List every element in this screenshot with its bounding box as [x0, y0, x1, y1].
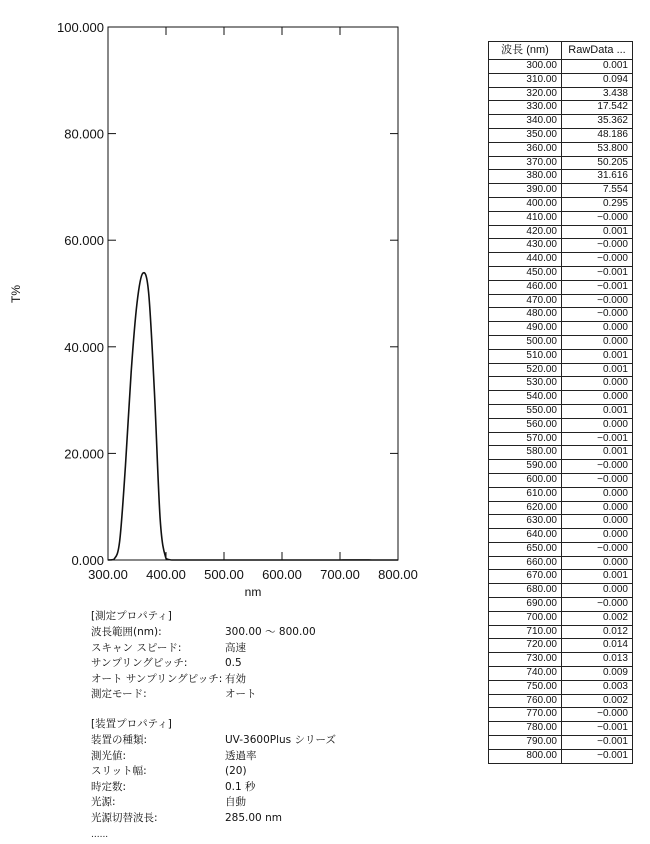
y-tick-label: 60.000 — [64, 233, 104, 249]
table-row — [489, 377, 633, 391]
property-value: 0.1 秒 — [225, 780, 256, 793]
rawdata-cell: −0.000 — [562, 708, 633, 722]
table-row — [489, 680, 633, 694]
property-value: 285.00 nm — [225, 811, 282, 824]
x-tick-label: 300.00 — [88, 567, 128, 582]
property-label: 時定数: — [91, 780, 127, 793]
table-row — [489, 598, 633, 612]
plot-frame-rect — [108, 27, 398, 560]
table-row — [489, 308, 633, 322]
table-row — [489, 225, 633, 239]
wavelength-cell: 470.00 — [489, 294, 562, 308]
rawdata-cell: −0.000 — [562, 211, 633, 225]
wavelength-cell: 300.00 — [489, 60, 562, 74]
wavelength-cell: 600.00 — [489, 473, 562, 487]
x-tick-label: 400.00 — [146, 567, 186, 582]
table-row — [489, 694, 633, 708]
table-row — [489, 239, 633, 253]
x-tick-label: 700.00 — [320, 567, 360, 582]
wavelength-cell: 570.00 — [489, 432, 562, 446]
rawdata-cell: −0.001 — [562, 432, 633, 446]
wavelength-cell: 780.00 — [489, 722, 562, 736]
wavelength-cell: 690.00 — [489, 598, 562, 612]
measurement-property-row — [91, 641, 246, 657]
property-label: スリット幅: — [91, 765, 147, 778]
table-body — [489, 60, 633, 764]
raw-data-table — [488, 41, 633, 764]
device-properties-header: [装置プロパティ] — [91, 718, 172, 730]
table-row — [489, 115, 633, 129]
table-header-row — [489, 42, 633, 60]
table-row — [489, 487, 633, 501]
rawdata-cell: −0.001 — [562, 749, 633, 763]
table-row — [489, 184, 633, 198]
x-tick-label: 600.00 — [262, 567, 302, 582]
y-tick-label: 0.000 — [71, 553, 104, 568]
rawdata-cell: −0.001 — [562, 722, 633, 736]
device-property-row — [91, 780, 256, 796]
device-property-row — [91, 795, 246, 811]
table-row — [489, 667, 633, 681]
table-row — [489, 142, 633, 156]
wavelength-cell: 500.00 — [489, 335, 562, 349]
rawdata-cell: 0.000 — [562, 377, 633, 391]
property-value: 300.00 ～ 800.00 — [225, 626, 316, 638]
header-rawdata: RawData ... — [562, 42, 633, 60]
x-tick-label: 800.00 — [378, 567, 418, 582]
wavelength-cell: 550.00 — [489, 404, 562, 418]
table-row — [489, 335, 633, 349]
table-row — [489, 625, 633, 639]
wavelength-cell: 440.00 — [489, 253, 562, 267]
wavelength-cell: 800.00 — [489, 749, 562, 763]
wavelength-cell: 590.00 — [489, 460, 562, 474]
rawdata-cell: 0.001 — [562, 446, 633, 460]
rawdata-cell: −0.000 — [562, 308, 633, 322]
property-value: オート — [225, 688, 257, 701]
table-row — [489, 253, 633, 267]
wavelength-cell: 360.00 — [489, 142, 562, 156]
table-row — [489, 653, 633, 667]
rawdata-cell: −0.000 — [562, 598, 633, 612]
property-label: 波長範囲(nm): — [91, 626, 162, 638]
table-row — [489, 294, 633, 308]
table-row — [489, 280, 633, 294]
property-value: UV-3600Plus シリーズ — [225, 734, 336, 746]
table-row — [489, 404, 633, 418]
measurement-property-row — [91, 687, 257, 703]
table-row — [489, 722, 633, 736]
table-row — [489, 87, 633, 101]
rawdata-cell: 7.554 — [562, 184, 633, 198]
property-label: 測光値: — [91, 749, 127, 762]
rawdata-cell: 0.000 — [562, 501, 633, 515]
wavelength-cell: 450.00 — [489, 266, 562, 280]
wavelength-cell: 630.00 — [489, 515, 562, 529]
wavelength-cell: 340.00 — [489, 115, 562, 129]
wavelength-cell: 740.00 — [489, 667, 562, 681]
property-label: 装置の種類: — [91, 734, 148, 746]
wavelength-cell: 720.00 — [489, 639, 562, 653]
rawdata-cell: 0.012 — [562, 625, 633, 639]
table-row — [489, 101, 633, 115]
table-row — [489, 266, 633, 280]
rawdata-cell: −0.000 — [562, 253, 633, 267]
wavelength-cell: 510.00 — [489, 349, 562, 363]
rawdata-cell: 53.800 — [562, 142, 633, 156]
rawdata-cell: 0.009 — [562, 667, 633, 681]
rawdata-cell: 0.000 — [562, 529, 633, 543]
table-row — [489, 584, 633, 598]
property-label: スキャン スピード: — [91, 641, 182, 654]
wavelength-cell: 330.00 — [489, 101, 562, 115]
wavelength-cell: 390.00 — [489, 184, 562, 198]
wavelength-cell: 430.00 — [489, 239, 562, 253]
measurement-properties — [91, 608, 316, 703]
table-row — [489, 60, 633, 74]
x-axis-label: nm — [244, 585, 262, 599]
rawdata-cell: 0.003 — [562, 680, 633, 694]
rawdata-cell: 50.205 — [562, 156, 633, 170]
wavelength-cell: 750.00 — [489, 680, 562, 694]
wavelength-cell: 730.00 — [489, 653, 562, 667]
table-row — [489, 460, 633, 474]
rawdata-cell: −0.001 — [562, 280, 633, 294]
measurement-property-row — [91, 672, 246, 688]
rawdata-cell: 17.542 — [562, 101, 633, 115]
wavelength-cell: 760.00 — [489, 694, 562, 708]
wavelength-cell: 460.00 — [489, 280, 562, 294]
property-value: (20) — [225, 765, 247, 778]
wavelength-cell: 660.00 — [489, 556, 562, 570]
table-row — [489, 363, 633, 377]
rawdata-cell: −0.001 — [562, 266, 633, 280]
wavelength-cell: 400.00 — [489, 197, 562, 211]
property-label: 測定モード: — [91, 688, 147, 701]
y-tick-label: 100.000 — [57, 20, 104, 35]
rawdata-cell: 0.001 — [562, 404, 633, 418]
rawdata-cell: 0.001 — [562, 60, 633, 74]
property-label: サンプリングピッチ: — [91, 657, 188, 670]
table-row — [489, 211, 633, 225]
wavelength-cell: 710.00 — [489, 625, 562, 639]
measurement-properties-header: [測定プロパティ] — [91, 610, 172, 622]
property-value: 有効 — [225, 672, 246, 685]
rawdata-cell: 0.013 — [562, 653, 633, 667]
rawdata-cell: 0.000 — [562, 418, 633, 432]
table-row — [489, 570, 633, 584]
wavelength-cell: 580.00 — [489, 446, 562, 460]
wavelength-cell: 790.00 — [489, 736, 562, 750]
table-row — [489, 515, 633, 529]
table-row — [489, 418, 633, 432]
rawdata-cell: 0.094 — [562, 73, 633, 87]
wavelength-cell: 320.00 — [489, 87, 562, 101]
wavelength-cell: 640.00 — [489, 529, 562, 543]
rawdata-cell: 0.000 — [562, 515, 633, 529]
measurement-property-row — [91, 656, 242, 672]
table-row — [489, 542, 633, 556]
rawdata-cell: 3.438 — [562, 87, 633, 101]
device-property-row — [91, 764, 247, 780]
table-row — [489, 156, 633, 170]
property-label: 光源: — [91, 796, 116, 809]
wavelength-cell: 670.00 — [489, 570, 562, 584]
rawdata-cell: −0.000 — [562, 239, 633, 253]
wavelength-cell: 480.00 — [489, 308, 562, 322]
property-value: 高速 — [225, 641, 246, 654]
table-row — [489, 639, 633, 653]
rawdata-cell: 0.000 — [562, 584, 633, 598]
rawdata-cell: 48.186 — [562, 128, 633, 142]
wavelength-cell: 490.00 — [489, 322, 562, 336]
wavelength-cell: 380.00 — [489, 170, 562, 184]
property-value: 0.5 — [225, 657, 242, 670]
table-row — [489, 73, 633, 87]
measurement-property-row — [91, 625, 316, 641]
rawdata-cell: −0.001 — [562, 736, 633, 750]
wavelength-cell: 350.00 — [489, 128, 562, 142]
table-row — [489, 432, 633, 446]
x-tick-label: 500.00 — [204, 567, 244, 582]
rawdata-cell: 0.001 — [562, 363, 633, 377]
table-row — [489, 197, 633, 211]
y-tick-label: 40.000 — [64, 339, 104, 355]
plot-frame — [108, 27, 398, 560]
table-row — [489, 749, 633, 763]
series-group — [108, 273, 398, 560]
device-properties — [91, 716, 336, 827]
table-row — [489, 446, 633, 460]
table-row — [489, 611, 633, 625]
series-line-transmittance — [108, 273, 398, 560]
table-row — [489, 391, 633, 405]
table-row — [489, 556, 633, 570]
wavelength-cell: 610.00 — [489, 487, 562, 501]
rawdata-cell: −0.000 — [562, 542, 633, 556]
y-tick-label: 80.000 — [64, 126, 104, 142]
property-label: 光源切替波長: — [91, 811, 158, 824]
wavelength-cell: 410.00 — [489, 211, 562, 225]
table-row — [489, 736, 633, 750]
property-label: オート サンプリングピッチ: — [91, 672, 223, 685]
rawdata-cell: 0.000 — [562, 322, 633, 336]
rawdata-cell: 0.014 — [562, 639, 633, 653]
wavelength-cell: 420.00 — [489, 225, 562, 239]
header-wavelength: 波長 (nm) — [489, 42, 562, 60]
property-value: 透過率 — [225, 749, 257, 762]
wavelength-cell: 770.00 — [489, 708, 562, 722]
wavelength-cell: 680.00 — [489, 584, 562, 598]
rawdata-cell: 31.616 — [562, 170, 633, 184]
table-row — [489, 322, 633, 336]
rawdata-cell: −0.000 — [562, 460, 633, 474]
table-row — [489, 349, 633, 363]
rawdata-cell: 35.362 — [562, 115, 633, 129]
table-row — [489, 128, 633, 142]
rawdata-cell: −0.000 — [562, 473, 633, 487]
rawdata-cell: 0.295 — [562, 197, 633, 211]
wavelength-cell: 540.00 — [489, 391, 562, 405]
device-property-row — [91, 733, 336, 749]
wavelength-cell: 560.00 — [489, 418, 562, 432]
wavelength-cell: 650.00 — [489, 542, 562, 556]
wavelength-cell: 520.00 — [489, 363, 562, 377]
rawdata-cell: 0.001 — [562, 570, 633, 584]
rawdata-cell: 0.002 — [562, 611, 633, 625]
table-row — [489, 501, 633, 515]
continuation-ellipsis: ...... — [91, 830, 109, 840]
property-value: 自動 — [225, 796, 246, 809]
y-tick-label: 20.000 — [64, 446, 104, 462]
table-row — [489, 708, 633, 722]
rawdata-cell: 0.000 — [562, 487, 633, 501]
rawdata-cell: 0.000 — [562, 556, 633, 570]
y-axis-label: T% — [9, 285, 23, 303]
wavelength-cell: 700.00 — [489, 611, 562, 625]
table-row — [489, 473, 633, 487]
rawdata-cell: 0.002 — [562, 694, 633, 708]
rawdata-cell: 0.001 — [562, 225, 633, 239]
rawdata-cell: 0.000 — [562, 335, 633, 349]
device-property-row — [91, 749, 257, 765]
wavelength-cell: 620.00 — [489, 501, 562, 515]
table-row — [489, 170, 633, 184]
wavelength-cell: 530.00 — [489, 377, 562, 391]
rawdata-cell: 0.000 — [562, 391, 633, 405]
wavelength-cell: 310.00 — [489, 73, 562, 87]
wavelength-cell: 370.00 — [489, 156, 562, 170]
table-row — [489, 529, 633, 543]
rawdata-cell: 0.001 — [562, 349, 633, 363]
device-property-row — [91, 811, 282, 827]
rawdata-cell: −0.000 — [562, 294, 633, 308]
